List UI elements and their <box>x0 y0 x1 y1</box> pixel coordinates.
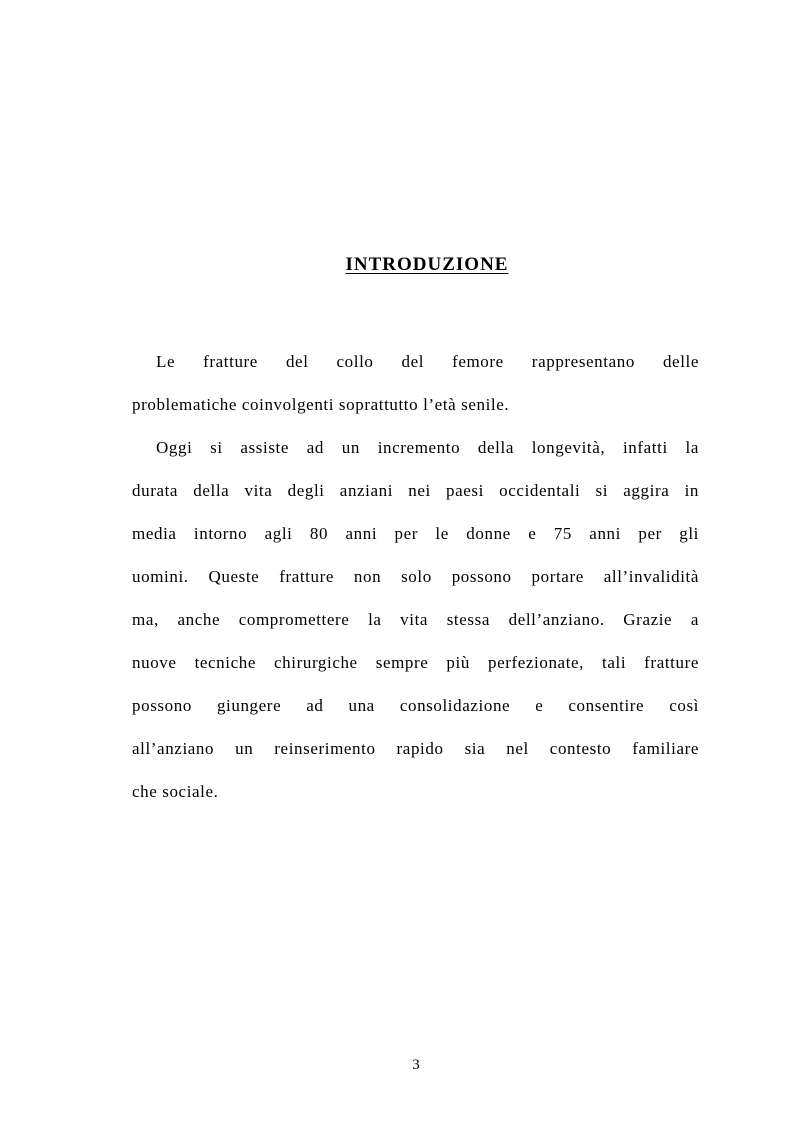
paragraph-2-line-6: nuove tecniche chirurgiche sempre più perfezionate, tali fratture <box>132 653 699 672</box>
paragraph-2-line-3: media intorno agli 80 anni per le donne e 75 anni per gli <box>132 524 699 543</box>
paragraph-2-line-2: durata della vita degli anziani nei paesi occidentali si aggira in <box>132 481 699 500</box>
body-text <box>132 340 699 813</box>
paragraph-2-line-5: ma, anche compromettere la vita stessa dell’anziano. Grazie a <box>132 610 699 629</box>
page-title: INTRODUZIONE <box>345 254 509 275</box>
paragraph-1-line-2: problematiche coinvolgenti soprattutto l’età senile. <box>132 395 510 414</box>
paragraph-2-line-9: che sociale. <box>132 782 219 801</box>
paragraph-2-line-4: uomini. Queste fratture non solo possono portare all’invalidità <box>132 567 699 586</box>
paragraph-2-line-8: all’anziano un reinserimento rapido sia nel contesto familiare <box>132 739 699 758</box>
paragraph-1-line-1: Le fratture del collo del femore rappresentano delle <box>156 352 699 371</box>
paragraph-2-line-7: possono giungere ad una consolidazione e consentire così <box>132 696 699 715</box>
page-number: 3 <box>412 1057 420 1073</box>
paragraph-2-line-1: Oggi si assiste ad un incremento della longevità, infatti la <box>156 438 699 457</box>
